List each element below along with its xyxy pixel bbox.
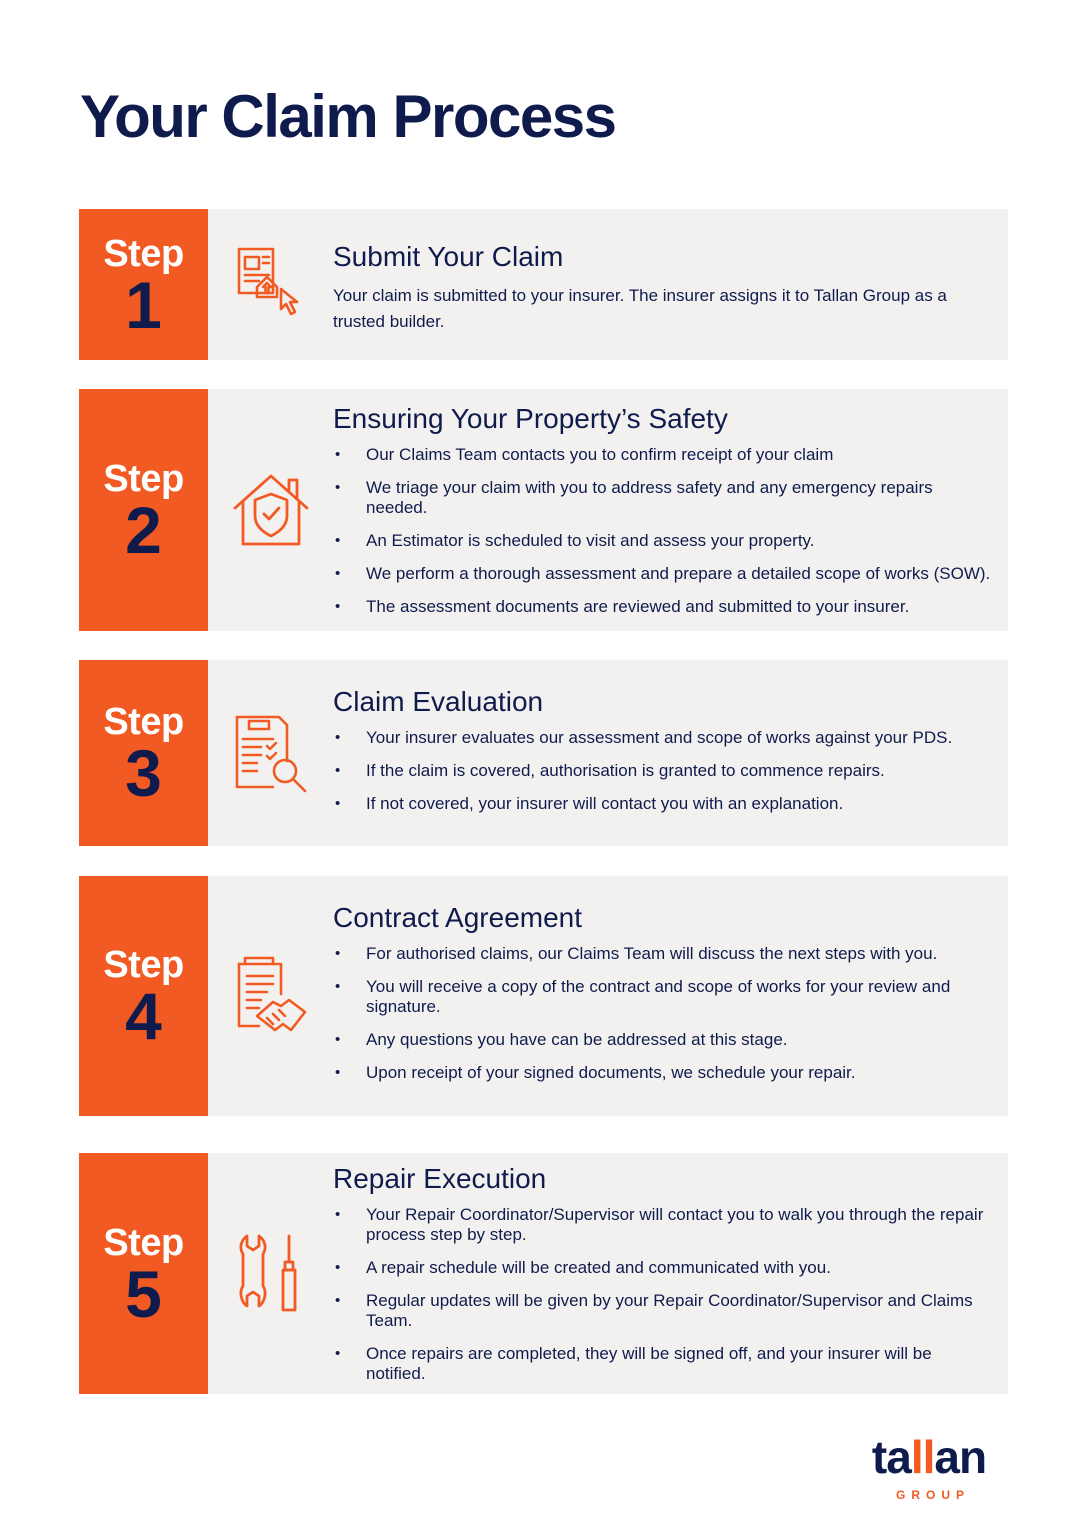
step-title: Claim Evaluation bbox=[333, 686, 544, 717]
list-item: • An Estimator is scheduled to visit and assess your property. bbox=[333, 531, 994, 551]
list-item: • Once repairs are completed, they will be signed off, and your insurer will be notified. bbox=[333, 1344, 994, 1384]
step-title: Ensuring Your Property’s Safety bbox=[333, 403, 728, 434]
step-bullet-list bbox=[333, 1205, 994, 1384]
step-number: 4 bbox=[125, 979, 162, 1053]
list-item: • The assessment documents are reviewed and submitted to your insurer. bbox=[333, 597, 994, 617]
list-item: • Your Repair Coordinator/Supervisor will contact you to walk you through the repair process step by step. bbox=[333, 1205, 994, 1245]
tallan-group-logo bbox=[850, 1432, 1008, 1502]
step-label: Step bbox=[103, 458, 184, 500]
step-badge bbox=[79, 1153, 208, 1394]
step-label: Step bbox=[103, 944, 184, 986]
step-number: 5 bbox=[125, 1256, 162, 1331]
list-item: • Your insurer evaluates our assessment and scope of works against your PDS. bbox=[333, 728, 994, 748]
list-item: • We triage your claim with you to address safety and any emergency repairs needed. bbox=[333, 478, 994, 518]
step-title: Repair Execution bbox=[333, 1163, 547, 1194]
step-card-1 bbox=[79, 209, 1008, 360]
document-upload-icon bbox=[229, 243, 313, 327]
house-shield-icon bbox=[229, 468, 313, 552]
list-item: • Any questions you have can be addressed at this stage. bbox=[333, 1030, 994, 1050]
step-title: Submit Your Claim bbox=[333, 241, 564, 272]
list-item: • If the claim is covered, authorisation is granted to commence repairs. bbox=[333, 761, 994, 781]
step-bullet-list bbox=[333, 944, 994, 1083]
list-item: • Regular updates will be given by your Repair Coordinator/Supervisor and Claims Team. bbox=[333, 1291, 994, 1331]
step-bullet-list bbox=[333, 445, 994, 617]
step-card-4 bbox=[79, 876, 1008, 1116]
contract-handshake-icon bbox=[229, 954, 313, 1038]
step-label: Step bbox=[103, 232, 184, 275]
list-item: • A repair schedule will be created and communicated with you. bbox=[333, 1258, 994, 1278]
step-bullet-list bbox=[333, 728, 994, 814]
list-item: • Our Claims Team contacts you to confirm receipt of your claim bbox=[333, 445, 994, 465]
step-number: 1 bbox=[125, 267, 162, 342]
page-title: Your Claim Process bbox=[80, 83, 616, 150]
step-badge bbox=[79, 389, 208, 631]
step-badge bbox=[79, 876, 208, 1116]
list-item: • For authorised claims, our Claims Team will discuss the next steps with you. bbox=[333, 944, 994, 964]
step-title: Contract Agreement bbox=[333, 902, 583, 933]
checklist-magnifier-icon bbox=[229, 711, 313, 795]
step-card-2 bbox=[79, 389, 1008, 631]
step-badge bbox=[79, 209, 208, 360]
step-description: Your claim is submitted to your insurer. The insurer assigns it to Tallan Group as a trusted builder. bbox=[333, 286, 947, 331]
logo-subtitle: GROUP bbox=[895, 1488, 970, 1502]
wrench-screwdriver-icon bbox=[229, 1232, 313, 1316]
logo-wordmark: tallan bbox=[871, 1431, 987, 1483]
list-item: • We perform a thorough assessment and prepare a detailed scope of works (SOW). bbox=[333, 564, 994, 584]
step-card-3 bbox=[79, 660, 1008, 846]
step-badge bbox=[79, 660, 208, 846]
list-item: • You will receive a copy of the contract and scope of works for your review and signature. bbox=[333, 977, 994, 1017]
list-item: • If not covered, your insurer will contact you with an explanation. bbox=[333, 794, 994, 814]
step-number: 2 bbox=[125, 493, 162, 567]
list-item: • Upon receipt of your signed documents, we schedule your repair. bbox=[333, 1063, 994, 1083]
step-number: 3 bbox=[125, 736, 162, 810]
step-label: Step bbox=[103, 701, 184, 743]
step-card-5 bbox=[79, 1153, 1008, 1394]
step-label: Step bbox=[103, 1221, 184, 1264]
